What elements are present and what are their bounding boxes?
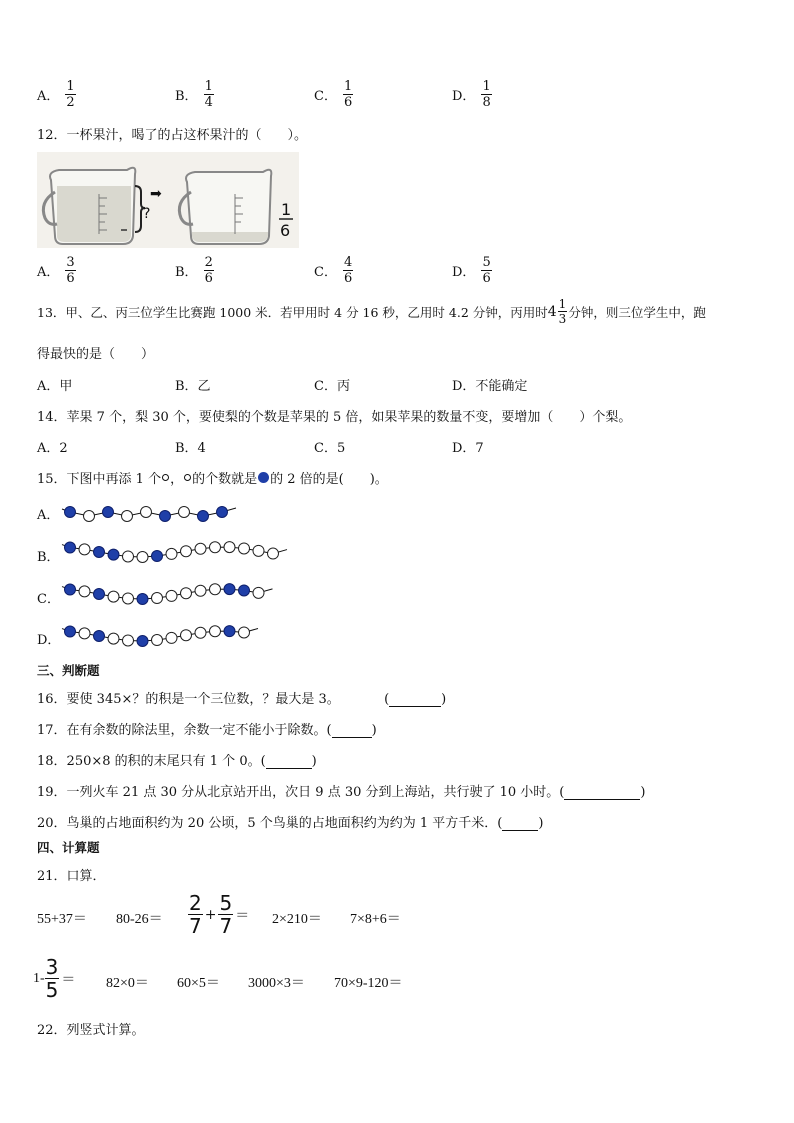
answer-blank[interactable] <box>502 818 538 831</box>
calc-1-minus-fraction: 1- $\frac{3}{5}$ ＝ <box>33 955 76 1002</box>
fraction: $\frac{1}{2}$ <box>66 79 75 110</box>
white-bead <box>166 632 177 643</box>
white-bead <box>123 551 134 562</box>
white-bead <box>166 548 177 559</box>
q19-question: 19．一列火车 21 点 30 分从北京站开出，次日 9 点 30 分到上海站，共行驶了 10 小时。( ) <box>37 785 646 800</box>
white-bead <box>181 546 192 557</box>
white-bead <box>181 630 192 641</box>
white-bead <box>79 586 90 597</box>
q11-option-a: A． $\frac{1}{2}$ <box>37 79 75 110</box>
arrow-right-icon: ➡ <box>150 186 162 202</box>
blue-bead <box>103 507 114 518</box>
white-bead <box>253 587 264 598</box>
jug-fraction-numerator: 1 <box>281 200 292 219</box>
q12-option-b: B． $\frac{2}{6}$ <box>175 255 213 286</box>
blue-bead <box>224 584 235 595</box>
q16-question: 16．要使 345×？的积是一个三位数，？最大是 3。 ( ) <box>37 692 447 707</box>
white-bead <box>166 590 177 601</box>
white-bead <box>239 543 250 554</box>
q14-option-b: B．4 <box>175 441 206 456</box>
calc-2-times-210: 2×210＝ <box>272 912 322 927</box>
white-bead <box>210 626 221 637</box>
white-bead <box>152 593 163 604</box>
fraction: $\frac{4}{6}$ <box>343 255 353 286</box>
q15-option-d-letter: D． <box>37 633 61 648</box>
answer-blank[interactable] <box>332 725 372 738</box>
answer-blank[interactable] <box>564 787 640 800</box>
fraction: $\frac{3}{6}$ <box>66 255 75 286</box>
white-bead <box>268 548 279 559</box>
white-bead <box>253 545 264 556</box>
white-bead <box>108 633 119 644</box>
q21-question: 21．口算． <box>37 869 106 884</box>
answer-blank[interactable] <box>266 756 312 769</box>
blue-bead <box>217 507 228 518</box>
white-bead <box>179 507 190 518</box>
white-bead <box>141 507 152 518</box>
juice-jug-image <box>37 152 299 248</box>
white-bead <box>122 511 133 522</box>
calc-60-times-5: 60×5＝ <box>177 976 220 991</box>
blue-bead <box>137 593 148 604</box>
blue-bead <box>160 511 171 522</box>
blue-bead <box>65 507 76 518</box>
white-bead <box>195 585 206 596</box>
white-bead <box>195 627 206 638</box>
white-bead <box>84 511 95 522</box>
juice-jug-illustration <box>37 152 299 248</box>
q15-option-b-letter: B． <box>37 550 60 565</box>
white-bead <box>123 593 134 604</box>
calc-55-plus-37: 55+37＝ <box>37 912 87 927</box>
white-bead <box>210 584 221 595</box>
white-bead <box>239 627 250 638</box>
bead-string-c <box>60 578 290 610</box>
q15-option-a-letter: A． <box>37 508 60 523</box>
answer-blank[interactable] <box>389 694 441 707</box>
fraction: $\frac{1}{6}$ <box>343 79 353 110</box>
q13-option-d: D．不能确定 <box>452 379 528 394</box>
white-bead <box>79 544 90 555</box>
white-bead <box>224 542 235 553</box>
blue-bead <box>108 549 119 560</box>
q13-option-a: A．甲 <box>37 379 73 394</box>
q17-question: 17．在有余数的除法里，余数一定不能小于除数。( ) <box>37 723 377 738</box>
blue-bead <box>94 631 105 642</box>
white-bead <box>123 635 134 646</box>
calc-70-times-9-minus-120: 70×9-120＝ <box>334 976 403 991</box>
white-bead <box>181 588 192 599</box>
fraction: $\frac{5}{6}$ <box>482 255 491 286</box>
q13-question: 13．甲、乙、丙三位学生比赛跑 1000 米．若甲用时 4 分 16 秒，乙用时 4.2 分钟，丙用时 4 $\frac{1}{3}$ 分钟，则三位学生中，跑 <box>37 297 706 326</box>
bead-string-a <box>60 498 260 526</box>
blue-bead <box>65 626 76 637</box>
white-bead <box>195 543 206 554</box>
q11-option-b: B． $\frac{1}{4}$ <box>175 79 213 110</box>
fraction: $\frac{3}{5}$ <box>45 955 59 1002</box>
q13-option-b: B．乙 <box>175 379 211 394</box>
bead-string-b <box>60 536 290 568</box>
calc-fraction-sum: $\frac{2}{7}$ + $\frac{5}{7}$ ＝ <box>189 891 250 938</box>
calc-3000-times-3: 3000×3＝ <box>248 976 305 991</box>
section-title-calculation: 四、计算题 <box>37 840 100 855</box>
white-bead <box>152 635 163 646</box>
q12-question: 12．一杯果汁，喝了的占这杯果汁的（ ）。 <box>37 128 308 143</box>
q11-option-c: C． $\frac{1}{6}$ <box>314 79 353 110</box>
white-bead <box>79 628 90 639</box>
section-title-judgement: 三、判断题 <box>37 663 100 678</box>
mixed-fraction: $\frac{1}{3}$ <box>558 297 567 326</box>
blue-bead <box>65 584 76 595</box>
q12-option-c: C． $\frac{4}{6}$ <box>314 255 353 286</box>
white-bead-icon <box>184 474 191 481</box>
blue-bead <box>137 635 148 646</box>
blue-bead <box>94 547 105 558</box>
jug-fraction-denominator: 6 <box>280 221 291 240</box>
q14-question: 14．苹果 7 个，梨 30 个，要使梨的个数是苹果的 5 倍，如果苹果的数量不变，要增加（ ）个梨。 <box>37 410 632 425</box>
fraction: $\frac{2}{7}$ <box>189 891 202 938</box>
blue-bead <box>65 542 76 553</box>
blue-bead <box>152 551 163 562</box>
calc-80-minus-26: 80-26＝ <box>116 912 163 927</box>
q22-question: 22．列竖式计算。 <box>37 1023 145 1038</box>
bead-string-d <box>60 620 290 652</box>
fraction: $\frac{1}{8}$ <box>482 79 491 110</box>
q14-option-a: A．2 <box>37 441 68 456</box>
q14-option-d: D．7 <box>452 441 484 456</box>
q12-option-a: A． $\frac{3}{6}$ <box>37 255 75 286</box>
q20-question: 20．鸟巢的占地面积约为 20 公顷，5 个鸟巢的占地面积约为约为 1 平方千米．( ) <box>37 816 544 831</box>
q13-option-c: C．丙 <box>314 379 350 394</box>
q15-question: 15．下图中再添 1 个 ， 的个数就是 的 2 倍的是( )。 <box>37 472 388 487</box>
q11-option-d: D． $\frac{1}{8}$ <box>452 79 491 110</box>
white-bead <box>108 591 119 602</box>
white-bead <box>137 551 148 562</box>
calc-7-times-8-plus-6: 7×8+6＝ <box>350 912 401 927</box>
fraction: $\frac{5}{7}$ <box>219 891 233 938</box>
blue-bead <box>239 585 250 596</box>
calc-82-times-0: 82×0＝ <box>106 976 149 991</box>
q13-question-cont: 得最快的是（ ） <box>37 347 155 362</box>
q18-question: 18．250×8 的积的末尾只有 1 个 0。( ) <box>37 754 317 769</box>
q14-option-c: C．5 <box>314 441 346 456</box>
fraction: $\frac{1}{4}$ <box>204 79 213 110</box>
q15-option-c-letter: C． <box>37 592 60 607</box>
blue-bead <box>224 626 235 637</box>
blue-bead <box>198 511 209 522</box>
question-mark: ? <box>143 206 151 222</box>
fraction: $\frac{2}{6}$ <box>204 255 213 286</box>
blue-bead-icon <box>258 472 269 483</box>
blue-bead <box>94 589 105 600</box>
white-bead-icon <box>162 474 169 481</box>
q12-option-d: D． $\frac{5}{6}$ <box>452 255 491 286</box>
white-bead <box>210 542 221 553</box>
